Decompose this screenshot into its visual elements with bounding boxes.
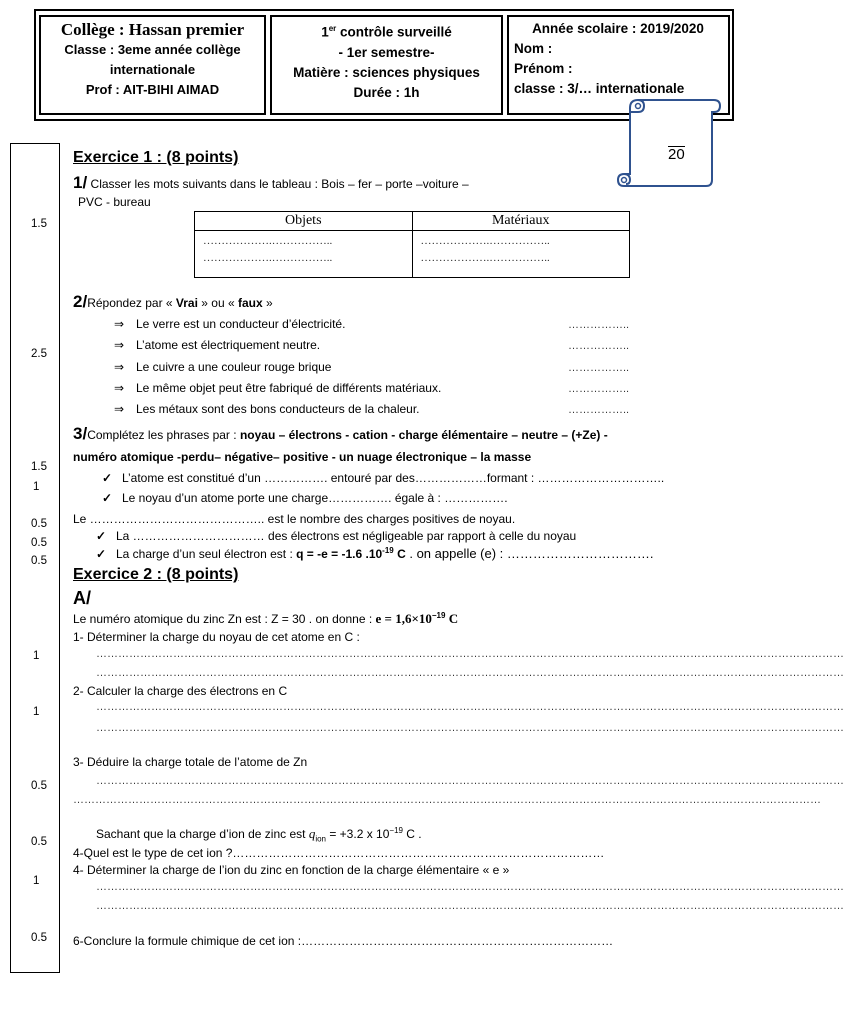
- question-2-2: 2- Calculer la charge des électrons en C: [73, 684, 288, 698]
- points-column: [10, 143, 60, 973]
- question-2-1: 1- Déterminer la charge du noyau de cet atome en C :: [73, 630, 360, 644]
- fill-sentence[interactable]: ✓ L’atome est constitué d’un ……………. entouré par des………………formant : …………………………..: [102, 471, 665, 485]
- semester: - 1er semestre-: [338, 44, 435, 60]
- objects-answer-cell[interactable]: ……………….…………….. ……………….……………..: [195, 231, 413, 278]
- fill-sentence[interactable]: ✓ La charge d’un seul électron est : q = -e = -1.6 $.10^{-19}$ C . on appelle (e) : …………………………….: [96, 546, 654, 561]
- part-a-label: A/: [73, 588, 91, 608]
- score-scroll-icon: [616, 96, 720, 188]
- fill-sentence[interactable]: ✓ La …………………………… des électrons est négligeable par rapport à celle du noyau: [96, 529, 577, 543]
- answer-line[interactable]: ……………………………………………………………………………………………………………………………………………………………………………………: [96, 881, 844, 893]
- exercise-2-title: Exercice 2 : (8 points): [73, 566, 239, 583]
- materials-answer-cell[interactable]: ……………….…………….. ……………….……………..: [412, 231, 630, 278]
- class-line-1: Classe : 3eme année collège: [64, 42, 241, 57]
- points-value: 2.5: [31, 348, 47, 360]
- points-value: 0.5: [31, 537, 47, 549]
- statement: ⇒ L’atome est électriquement neutre.: [114, 338, 321, 352]
- firstname-field[interactable]: Prénom :: [514, 61, 573, 76]
- answer-line[interactable]: ……………………………………………………………………………………………………………………………………………………………………………………: [96, 775, 844, 787]
- points-value: 1: [33, 650, 40, 662]
- answer-line[interactable]: ……………………………………………………………………………………………………………………………………………………………………………………: [96, 648, 844, 660]
- given-ion-charge: Sachant que la charge d’ion de zinc est $q_{ion} = +3.2$ x $10^{-19}$ C .: [96, 826, 422, 844]
- points-value: 0.5: [31, 518, 47, 530]
- exercise-1-title: Exercice 1 : (8 points): [73, 149, 239, 166]
- statement: ⇒ Le même objet peut être fabriqué de différents matériaux.: [114, 381, 442, 395]
- true-false-answer[interactable]: ……………..: [568, 362, 630, 374]
- true-false-answer[interactable]: ……………..: [568, 404, 630, 416]
- school-year: Année scolaire : 2019/2020: [532, 21, 704, 36]
- question-2-4b: 4- Déterminer la charge de l’ion du zinc en fonction de la charge élémentaire « e »: [73, 863, 510, 877]
- points-value: 0.5: [31, 932, 47, 944]
- answer-line[interactable]: ……………………………………………………………………………………………………………………………………………………………………………………: [96, 701, 844, 713]
- fill-sentence[interactable]: Le …………………………………….. est le nombre des charges positives de noyau.: [73, 512, 516, 526]
- true-false-answer[interactable]: ……………..: [568, 319, 630, 331]
- exercise-2-intro: Le numéro atomique du zinc Zn est : Z = 30 . on donne : $e = 1,6\times 10^{-19}$ C: [73, 611, 459, 626]
- question-3: 3/Complétez les phrases par : noyau – électrons - cation - charge élémentaire – neutre – (+Ze) -: [73, 424, 608, 443]
- true-false-answer[interactable]: ……………..: [568, 340, 630, 352]
- answer-line[interactable]: ……………………………………………………………………………………………………………………………………………………………………………………: [96, 722, 844, 734]
- points-value: 1.5: [31, 461, 47, 473]
- question-2-3: 3- Déduire la charge totale de l’atome de Zn: [73, 755, 308, 769]
- question-3-words: numéro atomique -perdu– négative– positive - un nuage électronique – la masse: [73, 450, 532, 464]
- statement: ⇒ Le verre est un conducteur d’électricité.: [114, 317, 346, 331]
- answer-line[interactable]: ……………………………………………………………………………………………………………………………………………………………………………………: [96, 900, 844, 912]
- duration: Durée : 1h: [353, 84, 420, 100]
- points-value: 0.5: [31, 780, 47, 792]
- subject: Matière : sciences physiques: [293, 64, 480, 80]
- answer-line[interactable]: ……………………………………………………………………………………………………………………………………………………………………………………: [96, 667, 844, 679]
- statement: ⇒ Le cuivre a une couleur rouge brique: [114, 360, 332, 374]
- name-field[interactable]: Nom :: [514, 41, 553, 56]
- statement: ⇒ Les métaux sont des bons conducteurs de la chaleur.: [114, 402, 420, 416]
- points-value: 0.5: [31, 555, 47, 567]
- exam-title: 1er contrôle surveillé: [321, 24, 452, 40]
- fill-sentence[interactable]: ✓ Le noyau d’un atome porte une charge……………. égale à : …………….: [102, 491, 508, 505]
- points-value: 1: [33, 875, 40, 887]
- true-false-answer[interactable]: ……………..: [568, 383, 630, 395]
- question-2: 2/Répondez par « Vrai » ou « faux »: [73, 292, 273, 311]
- points-value: 1.5: [31, 218, 47, 230]
- class-field[interactable]: classe : 3/… internationale: [514, 81, 685, 96]
- school-name: Collège : Hassan premier: [60, 20, 245, 39]
- answer-line[interactable]: ……………………………………………………………………………………………………………………………………………………………………………………: [73, 794, 821, 806]
- score-total[interactable]: 20: [668, 146, 685, 163]
- points-value: 1: [33, 706, 40, 718]
- class-line-2: internationale: [109, 62, 196, 77]
- points-value: 1: [33, 481, 40, 493]
- points-value: 0.5: [31, 836, 47, 848]
- question-1-cont: PVC - bureau: [78, 195, 151, 209]
- question-2-4a[interactable]: 4-Quel est le type de cet ion ?…………………………………………………………………………………: [73, 846, 605, 860]
- teacher-name: Prof : AIT-BIHI AIMAD: [85, 82, 220, 97]
- question-2-6[interactable]: 6-Conclure la formule chimique de cet ion :……………………………………………………………………: [73, 934, 614, 948]
- question-1: 1/ Classer les mots suivants dans le tableau : Bois – fer – porte –voiture –: [73, 173, 469, 192]
- school-box: [39, 15, 266, 115]
- column-header-materials: Matériaux: [412, 212, 630, 231]
- exam-info-box: [270, 15, 503, 115]
- objects-materials-table: [194, 211, 630, 278]
- column-header-objects: Objets: [195, 212, 413, 231]
